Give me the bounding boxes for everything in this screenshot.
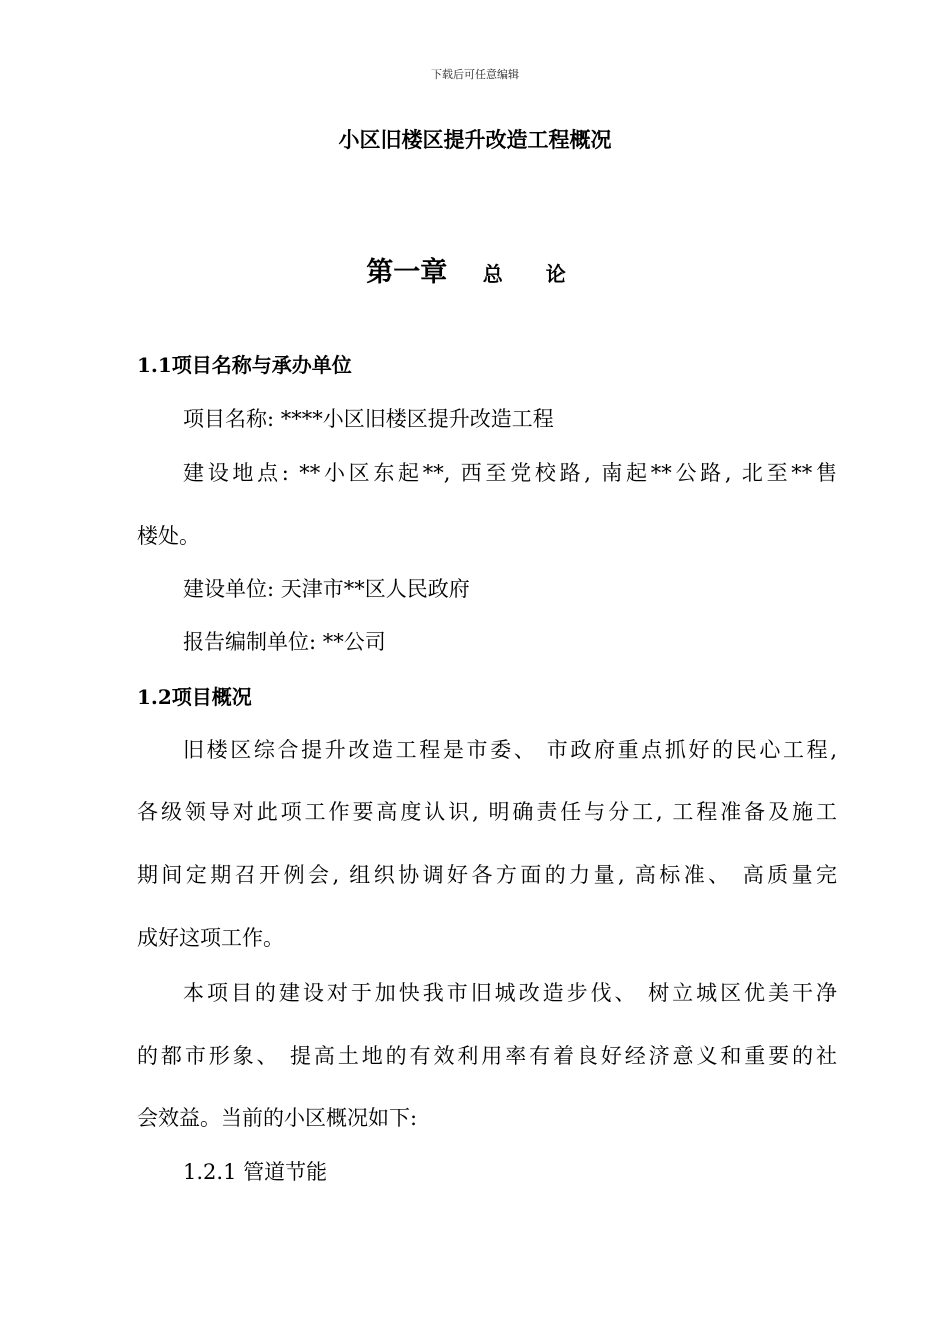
site-line-2: 楼处。 <box>137 524 200 548</box>
builder-line: 建设单位: 天津市**区人民政府 <box>183 577 470 601</box>
subsection-1-2-1: 1.2.1 管道节能 <box>183 1160 328 1184</box>
paragraph-1-line-1: 旧楼区综合提升改造工程是市委、 市政府重点抓好的民心工程, <box>183 738 837 762</box>
section-heading-1-1: 1.1项目名称与承办单位 <box>137 353 352 377</box>
chapter-name: 总 论 <box>482 262 584 286</box>
paragraph-1-line-2: 各级领导对此项工作要高度认识, 明确责任与分工, 工程准备及施工 <box>137 800 837 824</box>
header-note: 下载后可任意编辑 <box>431 68 519 81</box>
site-line-1: 建设地点: **小区东起**, 西至党校路, 南起**公路, 北至**售 <box>183 461 837 485</box>
paragraph-2-line-1: 本项目的建设对于加快我市旧城改造步伐、 树立城区优美干净 <box>183 981 837 1005</box>
paragraph-1-line-4: 成好这项工作。 <box>137 926 284 950</box>
chapter-heading <box>0 250 950 289</box>
report-unit-line: 报告编制单位: **公司 <box>183 630 386 654</box>
paragraph-2-line-3: 会效益。当前的小区概况如下: <box>137 1106 418 1130</box>
paragraph-2-line-2: 的都市形象、 提高土地的有效利用率有着良好经济意义和重要的社 <box>137 1044 837 1068</box>
paragraph-1-line-3: 期间定期召开例会, 组织协调好各方面的力量, 高标准、 高质量完 <box>137 863 837 887</box>
chapter-number: 第一章 <box>366 257 448 288</box>
document-title: 小区旧楼区提升改造工程概况 <box>338 127 612 152</box>
project-name-line: 项目名称: ****小区旧楼区提升改造工程 <box>183 407 554 431</box>
section-heading-1-2: 1.2项目概况 <box>137 685 252 709</box>
